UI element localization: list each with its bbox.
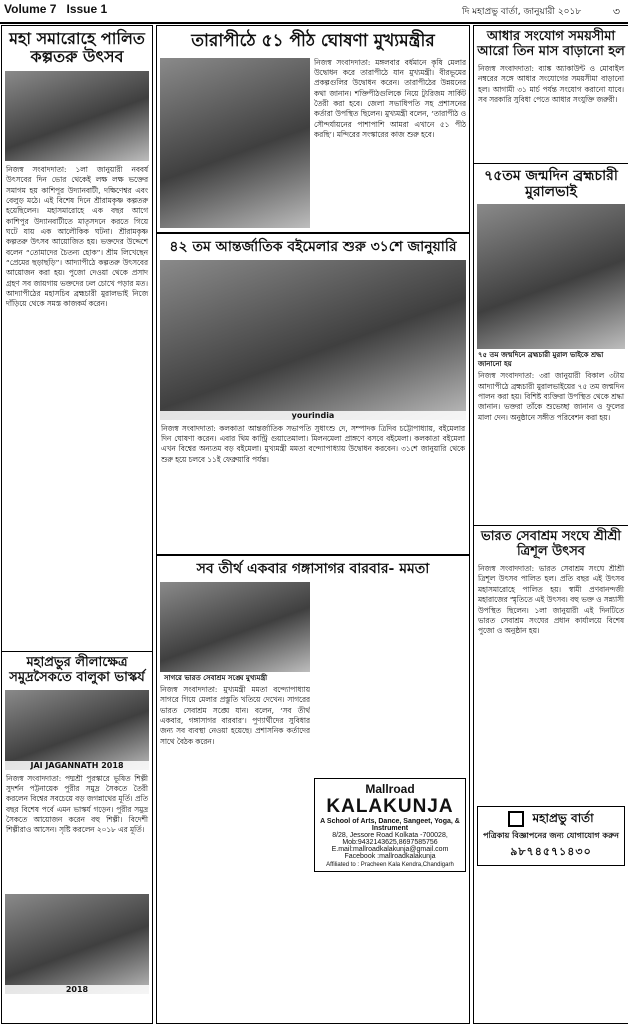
birthday-photo	[477, 204, 625, 349]
footer-ad-text: পত্রিকায় বিজ্ঞাপনের জন্য যোগাযোগ করুন	[483, 831, 619, 841]
article-birthday: নিজস্ব সংবাদদাতা: ৩রা জানুয়ারী বিকাল ৩টায় আদ্যাপীঠে ব্রহ্মচারী মুরালভাইয়ের ৭৫ তম জন্মদিন পালন করা হয়। বিশিষ্ট ব্যক্তিরা উপস্থিত থেকে শ্রদ্ধা জানান। ভক্তরা তাঁকে শুভেচ্ছা জানান ও ফুলের মালা দেন। অনুষ্ঠানে সঙ্গীত পরিবেশন করা হয়।	[478, 371, 624, 422]
volume: Volume 7	[4, 2, 57, 16]
logo-icon	[508, 811, 524, 827]
sand-art-2018-photo	[5, 894, 149, 994]
sand-art-photo	[5, 690, 149, 770]
headline-sand-art: মহাপ্রভুর লীলাক্ষেত্র সমুদ্রসৈকতে বালুকা ভাস্কর্য	[9, 654, 145, 685]
article-kalpataru: নিজস্ব সংবাদদাতা: ১লা জানুয়ারী নববর্ষ উৎসবের দিন ভোর থেকেই লক্ষ লক্ষ ভক্তের সমাগম হয় কাশিপুর উদ্যানবাটী, দক্ষিণেশ্বর এবং বেলুড় মঠে। এই বিশেষ দিনে শ্রীরামকৃষ্ণ কল্পতরু হয়েছিলেন। মহাসমারোহে এক বছর আগে কাশিপুর উদ্যানবাটীতে মাতৃসদনে করতে গিয়ে ঘটে যায় এক আলৌকিক ঘটনা। শ্রীরামকৃষ্ণ কল্পতরু উৎসব আয়োজিত হয়। ভক্তদের উদ্দেশে বলেন “তোমাদের চৈতন্য হোক”। শ্রীম লিখেছেন “প্রেমের ছড়াছড়ি”। আদ্যাপীঠে কল্পতরু উৎসবের আয়োজন করা হয়। পুজো দেওয়া থেকে প্রসাদ গ্রহণ সব জায়গায় ভক্তদের ঢল চোখে পড়ার মত। আদ্যাপীঠের মহাসচিব ব্রহ্মচারী মুরালভাই নিজে দাঁড়িয়ে থেকে সমস্ত কাজকর্ম করেন।	[6, 164, 148, 309]
kalakunja-ad	[314, 778, 466, 872]
temple-photo	[5, 71, 149, 161]
ad-facebook: Facebook :mallroadkalakunja	[344, 852, 436, 860]
gangasagar-caption: সাগরে ভারত সেবাশ্রম সঙ্ঘে মুখ্যমন্ত্রী	[164, 673, 268, 682]
headline-bookfair: ৪২ তম আন্তর্জাতিক বইমেলার শুরু ৩১শে জানুয়ারি	[169, 238, 457, 255]
tarapith-photo	[160, 58, 310, 228]
article-sand-art: নিজস্ব সংবাদদাতা: পদ্মশ্রী পুরস্কারে ভূষিত শিল্পী সুদর্শন পট্টনায়েক পুরীর সমুদ্র সৈকতে তৈরী করলেন বিশ্বের সবচেয়ে বড় জগন্নাথের মূর্তি। প্রতি বছর বিশেষ পর্বে এমন ভাস্কর্য গড়েন। পুরীর সমুদ্র সৈকতে আয়োজন করেন বহু শিল্পী। বিদেশী শিল্পীরাও আসেন। সৃষ্টি করলেন ২০১৮ এর মূর্তি।	[6, 773, 148, 835]
issue: Issue 1	[66, 2, 108, 16]
ad-name-main: KALAKUNJA	[326, 795, 454, 817]
page-header	[0, 0, 628, 24]
headline-kalpataru: মহা সমারোহে পালিত কল্পতরু উৎসব	[9, 29, 145, 67]
headline-tarapith: তারাপীঠে ৫১ পীঠ ঘোষণা মুখ্যমন্ত্রীর	[191, 31, 435, 51]
headline-aadhar: আধার সংযোগ সময়সীমা আরো তিন মাস বাড়ানো হল	[477, 29, 625, 59]
article-gangasagar: নিজস্ব সংবাদদাতা: মুখ্যমন্ত্রী মমতা বন্দ্যোপাধ্যায় সাগরে গিয়ে মেলার প্রস্তুতি খতিয়ে দেখেন। সাগরের ভারত সেবাশ্রম সঙ্ঘে যান। বলেন, ‘সব তীর্থ একবার, গঙ্গাসাগর বারবার’। পুণ্যার্থীদের সুবিধার জন্য সব ব্যবস্থা নেওয়া হয়েছে। প্রশাসনিক কর্তাদের সাথে বৈঠক করেন।	[160, 684, 310, 746]
ad-mobile: Mob:9432143625,8697585756	[342, 838, 438, 846]
center-column	[156, 25, 470, 1024]
ad-tagline: A School of Arts, Dance, Sangeet, Yoga, & Instrument	[320, 817, 460, 832]
ad-affiliation: Affiliated to : Pracheen Kala Kendra,Chandigarh	[326, 861, 454, 868]
bookfair-stage-text: yourindia	[160, 411, 466, 420]
headline-birthday: ৭৫তম জন্মদিন ব্রহ্মচারী মুরালভাই	[484, 167, 618, 200]
birthday-caption: ৭৫ তম জন্মদিনে ব্রহ্মচারী মুরাল ভাইকে শ্রদ্ধা জানানো হয়	[478, 351, 604, 369]
article-tarapith: নিজস্ব সংবাদদাতা: মঙ্গলবার বর্ধমানে কৃষি মেলার উদ্বোধন করে তারাপীঠে যান মুখ্যমন্ত্রী। বীরভূমের প্রকল্পগুলির উদ্বোধন করেন। তারাপীঠের উন্নয়নের কথা জানান। শক্তিপীঠগুলিকে নিয়ে ট্যুরিজম সার্কিট তৈরী করা হবে। জেলা সভাধিপতি সহ প্রশাসনের কর্তারা উপস্থিত ছিলেন। মুখ্যমন্ত্রী বলেন, ‘তারাপীঠ ও সৌন্দর্যায়নের পাশাপাশি আমরা এখানে ৫১ পীঠ করছি’। মন্দিরের সংস্কারের কাজ শুরু হবে।	[314, 57, 466, 140]
headline-trishul: ভারত সেবাশ্রম সংঘে শ্রীশ্রী ত্রিশূল উৎসব	[481, 529, 621, 560]
article-trishul: নিজস্ব সংবাদদাতা: ভারত সেবাশ্রম সংঘে শ্রীশ্রী ত্রিশূল উৎসব পালিত হল। প্রতি বছর এই উৎসব মহাসমারোহে পালিত হয়। স্বামী প্রণবানন্দজী মহারাজের স্মৃতিতে এই উৎসব। বহু ভক্ত ও সন্ন্যাসী উপস্থিত ছিলেন। ১লা জানুয়ারী এই দিনটিতে ভারত সেবাশ্রম সংঘের প্রধান কার্যালয়ে বিশেষ পুজো ও অনুষ্ঠান হয়।	[478, 564, 624, 636]
volume-issue	[4, 2, 107, 16]
ad-address: 8/28, Jessore Road Kolkata -700028,	[332, 831, 448, 839]
paper-ad-box	[477, 806, 625, 866]
article-aadhar: নিজস্ব সংবাদদাতা: ব্যাঙ্ক অ্যাকাউন্ট ও মোবাইল নম্বরের সঙ্গে আধার সংযোগের সময়সীমা বাড়ানো হল। আগামী ৩১ মার্চ পর্যন্ত সংযোগ করানো যাবে। সব সরকারি সুবিধা পেতে আধার সংযুক্তি জরুরী।	[478, 63, 624, 104]
footer-phone: ৯৮৭৪৫৭১৪৩০	[510, 845, 592, 859]
footer-brand: মহাপ্রভু বার্তা	[532, 811, 594, 826]
right-column	[473, 25, 628, 1024]
headline-gangasagar: সব তীর্থ একবার গঙ্গাসাগর বারবার- মমতা	[196, 560, 430, 577]
gangasagar-photo	[160, 582, 310, 672]
paper-title: দি মহাপ্রভু বার্তা, জানুয়ারী ২০১৮	[462, 7, 582, 17]
ad-name-top: Mallroad	[365, 781, 415, 796]
sand-art-2018-text: 2018	[5, 985, 149, 994]
left-column	[1, 25, 153, 1024]
ad-email: E.mail:mallroadkalakunja@gmail.com	[331, 845, 449, 853]
article-bookfair: নিজস্ব সংবাদদাতা: কলকাতা আন্তর্জাতিক সভাপতি সুধাংশু দে, সম্পাদক ত্রিদিব চট্টোপাধ্যায়, বইমেলার দিন ঘোষণা করেন। এবার থিম কান্ট্রি গুয়াতেমালা। মিলনমেলা প্রাঙ্গণে বসবে বইমেলা। কলকাতা বইমেলা এখন বিশ্বের অন্যতম বড় বইমেলা। মুখ্যমন্ত্রী মমতা বন্দ্যোপাধ্যায় উদ্বোধন করবেন। ৩১শে জানুয়ারি থেকে শুরু হয়ে চলবে ১১ই ফেব্রুয়ারি পর্যন্ত।	[161, 423, 465, 464]
page-number: ৩	[612, 5, 620, 18]
sand-art-text: JAI JAGANNATH 2018	[5, 761, 149, 770]
bookfair-photo	[160, 260, 466, 420]
